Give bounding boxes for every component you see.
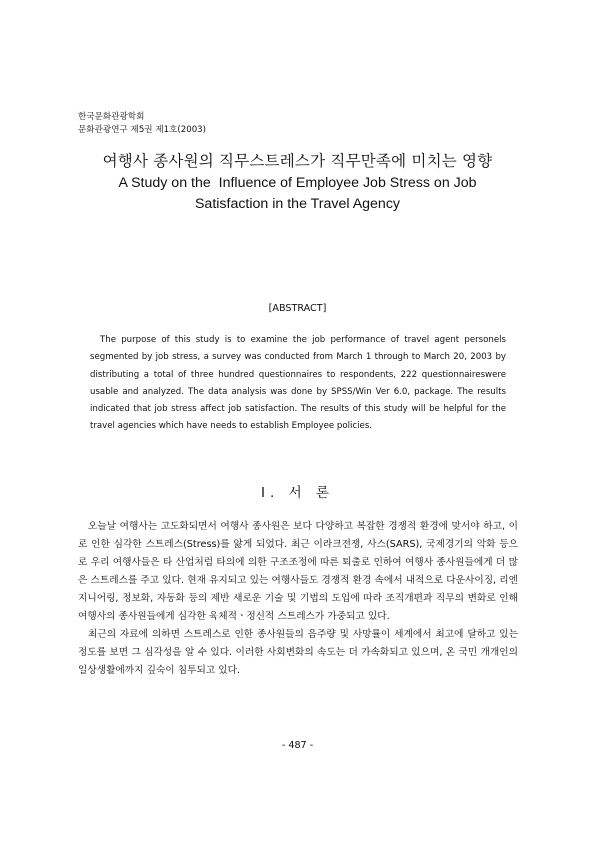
body-paragraph-1: 오늘날 여행사는 고도화되면서 여행사 종사원은 보다 다양하고 복잡한 경쟁적 환경에 맞서야 하고, 이로 인한 심각한 스트레스(Stress)를 앓게 되었다. 최근 이라크전쟁, 사스(SARS), 국제경기의 악화 등으로 우리 여행사들은 타 산업처럼 타의에 의한 구조조정에 따른 퇴출로 인하여 여행사 종사원들에게 더 많은 스트레스를 주고 있다. 현재 유지되고 있는 여행사들도 경쟁적 환경 속에서 내적으로 다운사이징, 리엔지니어링, 정보화, 자동화 등의 제반 새로운 기술 및 기법의 도입에 따라 조직개편과 직무의 변화로 인해 여행사의 종사원들에게 심각한 육체적ㆍ정신적 스트레스가 가중되고 있다. bbox=[78, 521, 518, 622]
abstract-text: The purpose of this study is to examine the job performance of travel agent personels segmented by job stress, a survey was conducted from March 1 through to March 20, 2003 by distributing a total of three hundred questionnaires to respondents, 222 questionnaireswere usable and analyzed. The data analysis was done by SPSS/Win Ver 6.0, package. The results indicated that job stress affect job satisfaction. The results of this study will be helpful for the travel agencies which have needs to establish Employee policies. bbox=[90, 335, 506, 432]
section-heading: Ⅰ. 서 론 bbox=[261, 485, 334, 501]
title-english-line1: A Study on the Influence of Employee Job Stress on Job bbox=[118, 175, 477, 191]
title-korean: 여행사 종사원의 직무스트레스가 직무만족에 미치는 영향 bbox=[102, 152, 493, 170]
title-english-line2: Satisfaction in the Travel Agency bbox=[194, 196, 401, 212]
abstract-heading: [ABSTRACT] bbox=[268, 303, 327, 314]
body-text bbox=[78, 518, 518, 680]
page-number: - 487 - bbox=[281, 740, 314, 751]
body-paragraph-2: 최근의 자료에 의하면 스트레스로 인한 종사원들의 음주량 및 사망률이 세계에서 최고에 달하고 있는 정도를 보면 그 심각성을 알 수 있다. 이러한 사회변화의 속도는 더 가속화되고 있으며, 온 국민 개개인의 일상생활에까지 깊숙이 침투되고 있다. bbox=[78, 629, 518, 676]
journal-issue: 문화관광연구 제5권 제1호(2003) bbox=[78, 125, 206, 135]
society-name: 한국문화관광학회 bbox=[78, 112, 145, 122]
title-english bbox=[0, 173, 595, 215]
journal-info bbox=[78, 111, 206, 137]
